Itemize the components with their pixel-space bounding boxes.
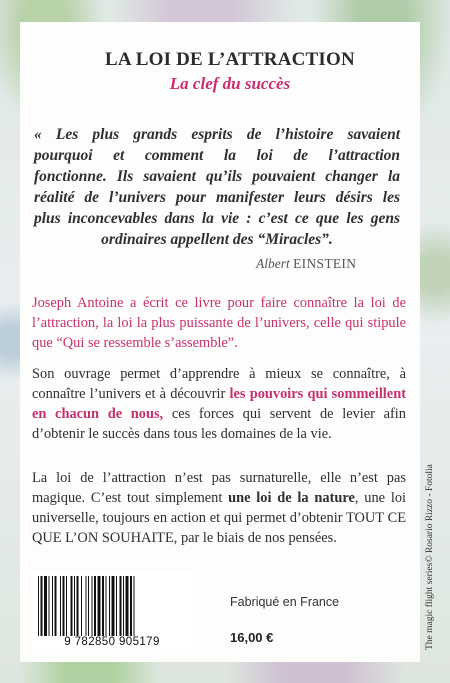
quote-author: [256, 256, 356, 272]
isbn-number: 9 782850 905179: [64, 636, 160, 648]
highlighted-phrase: les pouvoirs qui sommeillent en chacun de nous,: [32, 386, 406, 422]
paragraph-intro: [32, 293, 406, 353]
quote-line: pourquoi et comment la loi de l’attraction: [34, 147, 400, 164]
isbn-barcode: [32, 572, 192, 654]
author-first-name: Albert: [256, 256, 290, 271]
einstein-quote: [34, 124, 400, 250]
paragraph-powers: [32, 364, 406, 444]
made-in-label: Fabriqué en France: [230, 595, 340, 609]
bold-phrase: une loi de la nature: [228, 490, 355, 506]
book-subtitle: La clef du succès: [169, 74, 291, 93]
paragraph-powers-text: [32, 364, 406, 444]
price-label: 16,00 €: [230, 630, 274, 645]
text-run: Son ouvrage permet d’apprendre à mieux se connaître, à connaître l’univers et à découvrir: [32, 366, 406, 402]
photo-credit: The magic flight series© Rosario Rizzo - Fotolia: [425, 464, 435, 650]
paragraph-nature: [32, 468, 406, 548]
quote-line: fonctionne. Ils savaient qu’ils pouvaient changer la: [34, 168, 400, 185]
paragraph-intro-text: Joseph Antoine a écrit ce livre pour faire connaître la loi de l’attraction, la loi la plus puissante de l’univers, celle qui stipule que “Qui se ressemble s’assemble”.: [32, 295, 406, 351]
quote-line: « Les plus grands esprits de l’histoire savaient: [34, 126, 400, 143]
text-run: ces forces qui servent de levier afin d’obtenir le succès dans tous les domaines de la vie.: [32, 406, 406, 442]
text-run: La loi de l’attraction n’est pas surnaturelle, elle n’est pas magique. C’est tout simplement: [32, 470, 406, 506]
author-last-name: EINSTEIN: [293, 256, 357, 271]
barcode-icon: [38, 576, 186, 636]
paragraph-nature-text: [32, 468, 406, 548]
quote-line: réalité de l’univers pour manifester leurs désirs les: [34, 189, 400, 206]
content-panel: [20, 22, 420, 662]
quote-line: ordinaires appellent des “Miracles”.: [101, 231, 333, 248]
text-run: , une loi universelle, toujours en action et qui permet d’obtenir TOUT CE QUE L’ON SOUHAITE, par le biais de nos pensées.: [32, 490, 407, 546]
quote-line: plus inconcevables dans la vie : c’est ce que les gens: [34, 210, 400, 227]
book-title: LA LOI DE L’ATTRACTION: [105, 49, 355, 70]
